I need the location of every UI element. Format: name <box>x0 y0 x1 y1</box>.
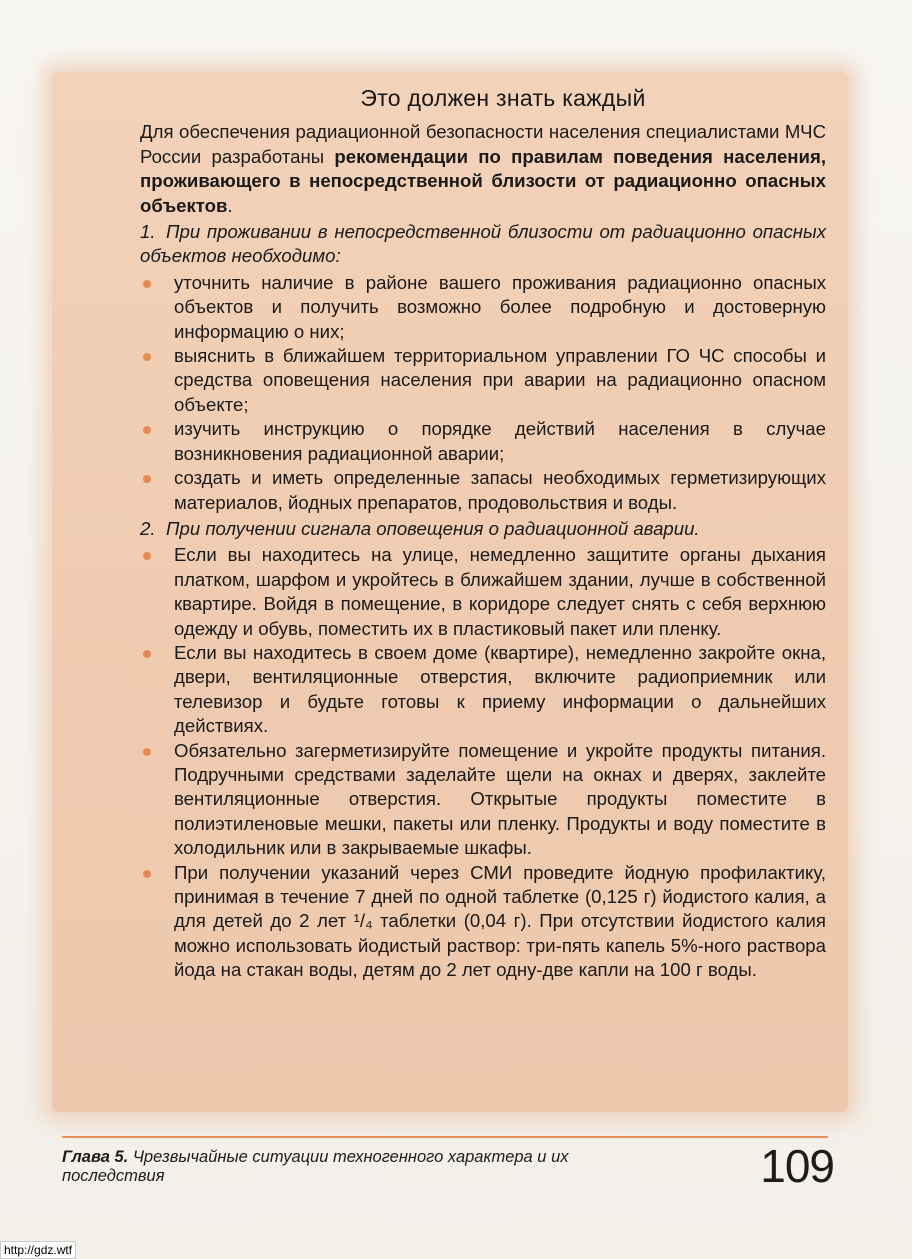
list-item-text: изучить инструкцию о порядке действий населения в случае возникновения радиационной аварии; <box>174 418 826 464</box>
section-1-text: При проживании в непосредственной близости от радиационно опасных объектов необходимо: <box>140 221 826 267</box>
bullet-icon <box>143 353 151 361</box>
bullet-icon <box>143 552 151 560</box>
bullet-icon <box>143 748 151 756</box>
list-item <box>140 344 826 417</box>
list-item-text: выяснить в ближайшем территориальном управлении ГО ЧС способы и средства оповещения населения при аварии на радиационно опасном объекте; <box>174 345 826 415</box>
list-item-text: Если вы находитесь на улице, немедленно защитите органы дыхания платком, шарфом и укройтесь в ближайшем здании, лучше в собственной квартире. Войдя в помещение, в коридоре следует снять с себя верхнюю одежду и обувь, поместить их в пластиковый пакет или пленку. <box>174 544 826 639</box>
info-box-content <box>140 86 826 985</box>
section-1-list <box>140 271 826 515</box>
section-2-number: 2. <box>140 517 156 539</box>
intro-bold: рекомендации по правилам поведения населения, проживающего в непосредственной близости от радиационно опасных объектов <box>140 145 826 216</box>
list-item <box>140 641 826 739</box>
bullet-icon <box>143 280 151 288</box>
list-item-text: При получении указаний через СМИ проведите йодную профилактику, принимая в течение 7 дней по одной таблетке (0,125 г) йодистого калия, а для детей до 2 лет ¹/₄ таблетки (0,04 г). При отсутствии йодистого калия можно использовать йодистый раствор: три-пять капель 5%-ного раствора йода на стакан воды, детям до 2 лет одну-две капли на 100 г воды. <box>174 861 826 981</box>
list-item <box>140 861 826 983</box>
list-item-text: уточнить наличие в районе вашего проживания радиационно опасных объектов и получить возможно более подробную и достоверную информацию о них; <box>174 271 826 342</box>
intro-paragraph <box>140 120 826 218</box>
chapter-label: Глава 5. <box>62 1148 129 1166</box>
footer-divider <box>62 1136 828 1138</box>
list-item-text: Если вы находитесь в своем доме (квартире), немедленно закройте окна, двери, вентиляционные отверстия, включите радиоприемник или телевизор и будьте готовы к приему информации о дальнейших действиях. <box>174 641 826 737</box>
bullet-icon <box>143 870 151 878</box>
chapter-title: Чрезвычайные ситуации техногенного характера и их последствия <box>62 1148 569 1185</box>
list-item <box>140 543 826 641</box>
watermark-link[interactable]: http://gdz.wtf <box>0 1241 76 1259</box>
section-1-heading <box>140 220 826 269</box>
section-2-text: При получении сигнала оповещения о радиационной аварии. <box>166 517 700 539</box>
box-title: Это должен знать каждый <box>360 85 646 111</box>
list-item-text: Обязательно загерметизируйте помещение и укройте продукты питания. Подручными средствами заделайте щели на окнах и дверях, заклейте вентиляционные отверстия. Открытые продукты поместите в полиэтиленовые мешки, пакеты или пленку. Продукты и воду поместите в холодильник или в закрываемые шкафы. <box>174 739 826 859</box>
list-item <box>140 271 826 344</box>
bullet-icon <box>143 426 151 434</box>
section-2-heading <box>140 517 826 541</box>
list-item <box>140 466 826 515</box>
list-item <box>140 417 826 466</box>
bullet-icon <box>143 475 151 483</box>
list-item <box>140 739 826 861</box>
page-number: 109 <box>760 1140 834 1192</box>
section-2-list <box>140 543 826 982</box>
intro-end: . <box>227 194 233 216</box>
intro-plain: Для обеспечения радиационной безопасности населения специалистами МЧС России разработаны <box>140 121 826 167</box>
chapter-footer <box>62 1148 652 1186</box>
section-1-number: 1. <box>140 221 156 243</box>
bullet-icon <box>143 650 151 658</box>
list-item-text: создать и иметь определенные запасы необходимых герметизирующих материалов, йодных препаратов, продовольствия и воды. <box>174 467 826 513</box>
